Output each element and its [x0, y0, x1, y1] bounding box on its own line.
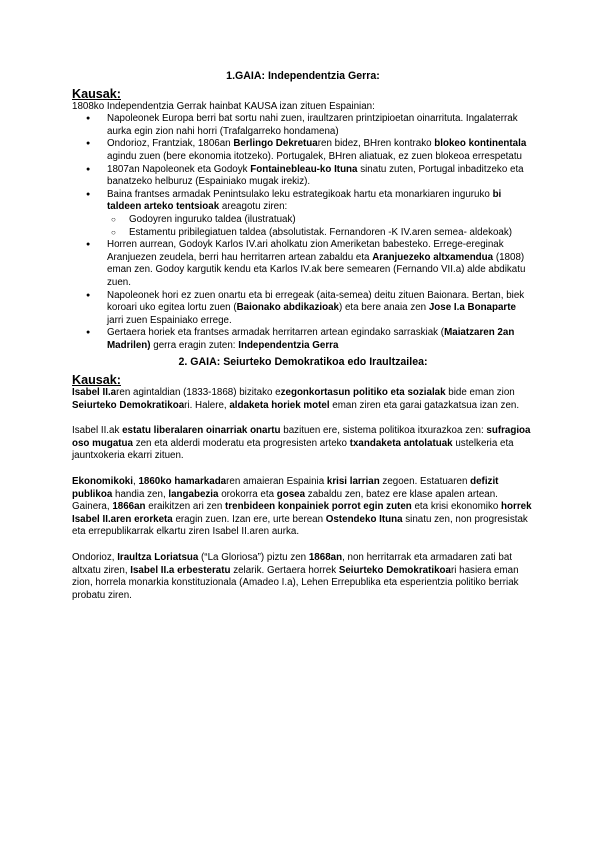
text-run: ustelkeria eta jauntxokeria ekarri zituen. — [72, 437, 514, 462]
bold-text: sufragioa oso mugatua — [72, 425, 531, 449]
text-run: sinatu zen, non progresistak eta errepublikarrak elkartu ziren Isabel II.aren aurka. — [72, 513, 528, 538]
text-run: ri hasiera eman zion, horrela monarkia konstituzionala (Amadeo I.a), Lehen Errepublika eta esperientzia politiko berriak probatu ziren. — [72, 564, 519, 601]
section1-kausak-heading: Kausak: — [72, 86, 121, 101]
text-run: areagotu ziren: — [219, 201, 288, 213]
list-item — [72, 327, 534, 352]
section1-causes-list — [72, 113, 534, 352]
text-run: ) eta bere anaia zen — [338, 302, 429, 314]
bold-text: estatu liberalaren oinarriak onartu — [122, 425, 281, 437]
bold-text: Isabel II.a erbesteratu — [130, 564, 231, 576]
bold-text: Iraultza Loriatsua — [117, 552, 199, 563]
text-run: 1807an Napoleonek eta Godoyk — [107, 163, 251, 175]
text-run: orokorra eta — [218, 488, 277, 500]
text-run: zabaldu zen, batez ere klase apalen artean. Gainera, — [72, 488, 498, 513]
bold-text: Ekonomikoki — [72, 476, 133, 488]
bold-text: Ostendeko Ituna — [325, 513, 403, 525]
bold-text: 1868an — [308, 552, 343, 563]
bold-text: 1866an — [112, 501, 146, 513]
text-run: bazituen ere, sistema politikoa itxurazkoa zen: — [280, 425, 487, 437]
text-run: Ondorioz, — [72, 552, 118, 563]
bold-text: defizit publikoa — [72, 476, 499, 500]
bold-text: krisi larrian — [326, 476, 380, 488]
sub-list-item: ○ Estamentu pribilegiatuen taldea (absolutistak. Fernandoren -K IV.aren semea- aldekoak) — [107, 227, 534, 240]
document-page — [72, 70, 534, 615]
bold-text: txandaketa antolatuak — [349, 437, 453, 449]
list-item — [72, 239, 534, 289]
text-run: eragin zuen. Izan ere, urte berean — [172, 513, 326, 525]
text-run: ren bidez, BHren kontrako — [317, 138, 435, 150]
text-run: , non herritarrak eta armadaren zati bat altxatu ziren, — [72, 552, 512, 576]
bold-text: trenbideen konpainiek porrot egin zuten — [225, 501, 412, 513]
bold-text: Independentzia Gerra — [238, 339, 339, 351]
text-run: (1808) eman zen. Godoy kargutik kendu eta Karlos IV.ak bere semearen (Fernando VII.a) alde abdikatu zuen. — [107, 251, 526, 288]
text-run: gerra eragin zuten: — [150, 339, 239, 351]
text-run: bide eman zion — [445, 387, 515, 399]
text-run: (“La Gloriosa”) piztu zen — [198, 552, 309, 563]
text-run: zen eta alderdi moderatu eta progresisten arteko — [132, 437, 350, 449]
bold-text: Seiurteko Demokratikoa — [338, 564, 451, 576]
bold-text: 1860ko hamarkada — [138, 476, 227, 488]
sub-list-item: ○ Godoyren inguruko taldea (ilustratuak) — [107, 214, 534, 227]
bold-text: langabezia — [168, 488, 219, 500]
text-run: eta krisi ekonomiko — [411, 501, 502, 513]
list-item — [72, 164, 534, 189]
bold-text: Baionako abdikazioak — [236, 302, 339, 314]
section2-paragraph — [72, 425, 534, 463]
bold-text: blokeo kontinentala — [434, 138, 527, 150]
text-run: Napoleonek hori ez zuen onartu eta bi erregeak (aita-semea) deitu zituen Baionara. Bertan, biek koroari uko egitea lortu zuen ( — [107, 289, 525, 314]
bold-text: Jose I.a Bonaparte — [428, 302, 516, 314]
bold-text: Maiatzaren 2an Madrilen) — [107, 327, 515, 351]
bold-text: bi taldeen arteko tentsioak — [107, 188, 502, 213]
section2-title: 2. GAIA: Seiurteko Demokratikoa edo Iraultzailea: — [178, 356, 428, 369]
bold-text: Seiurteko Demokratikoa — [72, 399, 185, 411]
bold-text: aldaketa horiek motel — [229, 399, 330, 411]
list-item-text — [107, 189, 501, 213]
text-run: ren agintaldian (1833-1868) bizitako e — [116, 387, 281, 399]
bold-text: Isabel II.a — [72, 387, 117, 399]
text-run: zelarik. Gertaera horrek — [230, 564, 339, 576]
list-item — [72, 290, 534, 328]
bold-text: zegonkortasun politiko eta sozialak — [280, 387, 446, 399]
bold-text: Fontainebleau-ko Ituna — [250, 163, 358, 175]
sub-list — [107, 214, 534, 239]
section2-kausak-heading: Kausak: — [72, 373, 121, 388]
text-run: , — [132, 476, 139, 488]
text-run: Ondorioz, Frantziak, 1806an — [107, 138, 234, 150]
text-run: Gertaera horiek eta frantses armadak herritarren artean egindako sarraskiak ( — [107, 327, 445, 339]
list-item — [72, 138, 534, 163]
section1-title: 1.GAIA: Independentzia Gerra: — [226, 70, 380, 82]
text-run: Horren aurrean, Godoyk Karlos IV.ari aholkatu zion Ameriketan babesteko. Errege-ereginak Aranjuezen zeudela, berri hau herritarren artean zabaldu eta — [107, 239, 504, 263]
list-item — [72, 189, 534, 239]
section1-intro: 1808ko Independentzia Gerrak hainbat KAUSA izan zituen Espainian: — [72, 100, 375, 112]
list-item — [72, 113, 534, 138]
text-run: zegoen. Estatuaren — [379, 476, 471, 488]
text-run: agindu zuen (bere ekonomia itotzeko). Portugalek, BHren aliatuak, ez zuen blokeoa errespetatu — [107, 150, 522, 162]
text-run: Isabel II.ak — [72, 425, 123, 437]
bold-text: Berlingo Dekretua — [233, 138, 318, 150]
text-run: eman ziren eta garai gatazkatsua izan zen. — [329, 399, 520, 411]
bold-text: gosea — [276, 488, 306, 500]
text-run: sinatu zuten, Portugal inbaditzeko eta banatzeko helburuz (Espainiako mugak irekiz). — [107, 163, 524, 188]
text-run: jarri zuen Espainiako errege. — [107, 314, 232, 326]
section2-paragraph — [72, 387, 534, 412]
text-run: ri. Halere, — [184, 399, 230, 411]
text-run: handia zen, — [112, 488, 169, 500]
text-run: Baina frantses armadak Penintsulako leku estrategikoak hartu eta monarkiaren inguruko — [107, 188, 493, 200]
section2-paragraph — [72, 552, 534, 602]
bold-text: horrek Isabel II.aren erorketa — [72, 501, 532, 525]
text-run: ren amaieran Espainia — [226, 476, 327, 488]
text-run: eraikitzen ari zen — [145, 501, 226, 513]
bold-text: Aranjuezeko altxamendua — [372, 251, 494, 263]
section2-paragraph — [72, 476, 534, 539]
text-run: Napoleonek Europa berri bat sortu nahi zuen, iraultzaren printzipioetan oinarrituta. Ingalaterrak aurka egin zion nahi horri (Trafalgarreko hondamena) — [107, 113, 518, 137]
